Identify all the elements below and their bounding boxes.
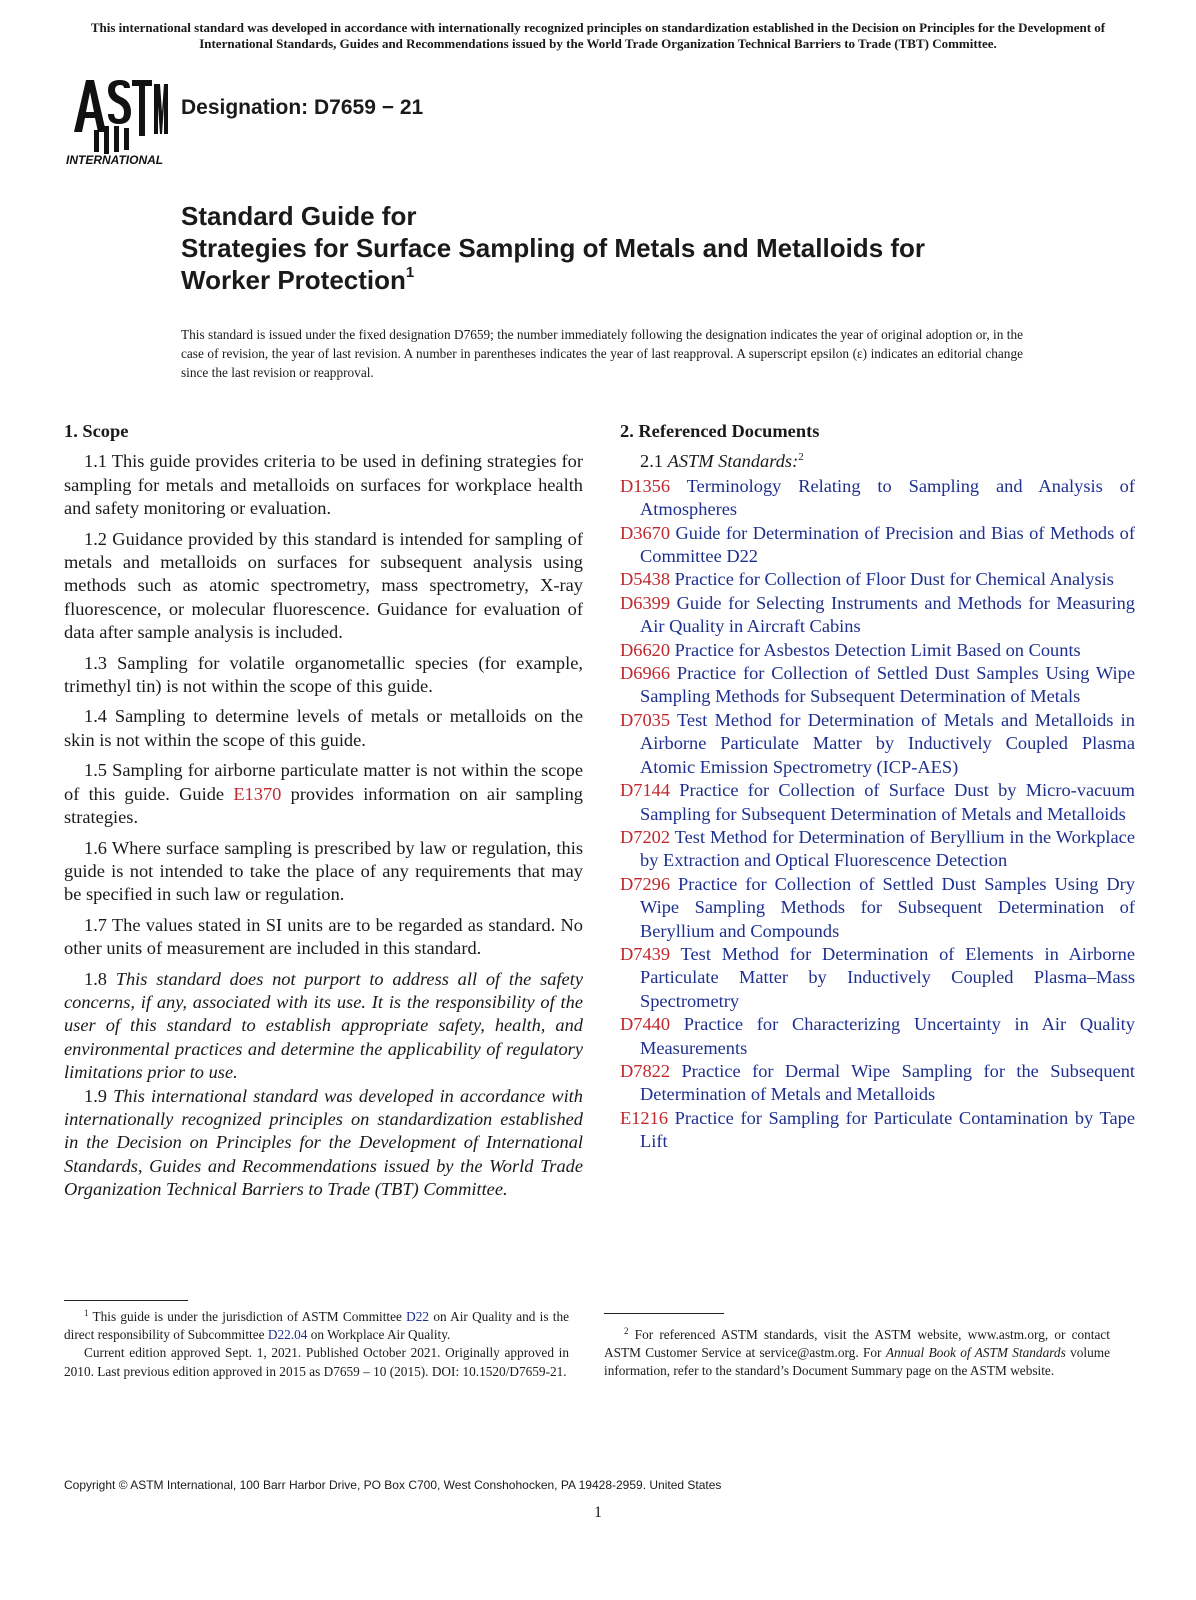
footnote-rule-left [64,1300,188,1301]
reference-title[interactable]: Test Method for Determination of Beryllium in the Workplace by Extraction and Optical Fluorescence Detection [640,826,1135,871]
reference-code[interactable]: D7439 [620,943,671,964]
reference-item[interactable] [620,592,1135,639]
title-line-3: Worker Protection [181,265,406,295]
reference-code[interactable]: D7296 [620,873,671,894]
reference-item[interactable] [620,568,1135,591]
reference-item[interactable] [620,826,1135,873]
reference-item[interactable] [620,1060,1135,1107]
logo-subtext: INTERNATIONAL [66,153,164,167]
footnote-1-text-b: on Air Quality and is the direct responsibility of Subcommittee [64,1309,569,1343]
footnote-2-italic: Annual Book of ASTM Standards [885,1345,1066,1361]
footnote-2-text-a: For referenced ASTM standards, visit the ASTM website, www.astm.org, or contact ASTM Customer Service at service@astm.org. For [604,1327,1110,1361]
page-number: 1 [594,1504,602,1521]
reference-item[interactable] [620,639,1135,662]
scope-1-6: 1.6 Where surface sampling is prescribed by law or regulation, this guide is not intended to take the place of any requirements that may be specified in such law or regulation. [64,837,583,905]
reference-code[interactable]: D3670 [620,522,671,543]
reference-code[interactable]: D1356 [620,475,671,496]
footnote-1-text-c: on Workplace Air Quality. [307,1327,451,1343]
reference-code[interactable]: D7035 [620,709,671,730]
reference-item[interactable] [620,873,1135,943]
footnote-1-edition: Current edition approved Sept. 1, 2021. Published October 2021. Originally approved in 2010. Last previous edition approved in 2015 as D7659 – 10 (2015). DOI: 10.1520/D7659-21. [64,1345,569,1379]
scope-column [64,420,583,1202]
footnote-2-text-b: volume information, refer to the standard’s Document Summary page on the ASTM website. [604,1345,1110,1379]
astm-logo [64,72,168,168]
reference-code[interactable]: D7440 [620,1014,671,1035]
reference-title[interactable]: Practice for Dermal Wipe Sampling for the Subsequent Determination of Metals and Metalloids [640,1060,1135,1105]
references-heading: 2. Referenced Documents [620,421,820,441]
reference-item[interactable] [620,1013,1135,1060]
astm-standards-subheading [620,450,1135,473]
scope-1-8-text: This standard does not purport to address all of the safety concerns, if any, associated with its use. It is the responsibility of the user of this standard to establish appropriate safety, health, and environmental practices and determine the applicability of regulatory limitations prior to use. [64,968,583,1083]
footnote-1-mark: 1 [84,1308,89,1318]
top-notice: This international standard was developed in accordance with internationally recognized principles on standardization established in the Decision on Principles for the Development of International Standards, Guides and Recommendations issued by the World Trade Organization Technical Barriers to Trade (TBT) Committee. [90,20,1106,51]
reference-item[interactable] [620,1107,1135,1154]
reference-code[interactable]: D6399 [620,592,671,613]
reference-code[interactable]: D7822 [620,1060,671,1081]
scope-1-8 [64,968,583,1085]
reference-code[interactable]: D7202 [620,826,671,847]
scope-1-3: 1.3 Sampling for volatile organometallic species (for example, trimethyl tin) is not within the scope of this guide. [64,652,583,697]
reference-code[interactable]: D6620 [620,639,671,660]
scope-1-2: 1.2 Guidance provided by this standard is intended for sampling of metals and metalloids on surfaces for subsequent analysis using methods such as atomic spectrometry, mass spectrometry, X-ray fluorescence, or molecular fluorescence. Guidance for evaluation of data after sample analysis is included. [64,528,583,643]
link-d22[interactable]: D22 [406,1309,430,1324]
reference-code[interactable]: D7144 [620,780,671,801]
footnote-1 [64,1308,569,1381]
scope-1-9-text: This international standard was developed in accordance with internationally recognized principles on standardization established in the Decision on Principles for the Development of International Standards, Guides and Recommendations issued by the World Trade Organization Technical Barriers to Trade (TBT) Committee. [64,1085,583,1200]
reference-code[interactable]: E1216 [620,1107,669,1128]
footnote-2 [604,1326,1110,1381]
title-line-2: Strategies for Surface Sampling of Metals and Metalloids for [181,233,926,263]
copyright-line: Copyright © ASTM International, 100 Barr Harbor Drive, PO Box C700, West Conshohocken, PA 19428-2959. United States [64,1478,722,1492]
reference-title[interactable]: Practice for Sampling for Particulate Contamination by Tape Lift [640,1107,1135,1152]
title-footnote-mark: 1 [405,264,415,281]
subheading-num: 2.1 [640,451,668,472]
scope-heading: 1. Scope [64,421,129,441]
reference-title[interactable]: Practice for Asbestos Detection Limit Based on Counts [670,639,1081,660]
scope-1-5 [64,759,583,829]
reference-item[interactable] [620,779,1135,826]
scope-1-8-num: 1.8 [84,968,116,989]
references-column [620,420,1135,1154]
reference-title[interactable]: Test Method for Determination of Metals and Metalloids in Airborne Particulate Matter by Inductively Coupled Plasma Atomic Emission Spectrometry (ICP-AES) [640,709,1135,777]
reference-title[interactable]: Guide for Selecting Instruments and Methods for Measuring Air Quality in Aircraft Cabins [640,592,1135,637]
reference-title[interactable]: Test Method for Determination of Elements in Airborne Particulate Matter by Inductively Coupled Plasma–Mass Spectrometry [640,943,1135,1011]
reference-title[interactable]: Practice for Collection of Settled Dust Samples Using Wipe Sampling Methods for Subsequent Determination of Metals [640,663,1135,707]
reference-item[interactable] [620,662,1135,709]
reference-item[interactable] [620,709,1135,779]
reference-code[interactable]: D6966 [620,663,671,684]
scope-1-9-num: 1.9 [84,1085,114,1106]
scope-1-5-text-b: provides information on air sampling strategies. [64,783,583,828]
designation: Designation: D7659 − 21 [181,96,424,119]
reference-title[interactable]: Practice for Collection of Floor Dust for Chemical Analysis [670,569,1114,590]
scope-1-7: 1.7 The values stated in SI units are to be regarded as standard. No other units of measurement are included in this standard. [64,914,583,959]
footnote-rule-right [604,1313,724,1314]
reference-title[interactable]: Guide for Determination of Precision and Bias of Methods of Committee D22 [640,522,1135,567]
reference-title[interactable]: Practice for Collection of Surface Dust by Micro-vacuum Sampling for Subsequent Determination of Metals and Metalloids [640,780,1135,824]
document-title [181,200,1081,296]
scope-1-9 [64,1085,583,1202]
scope-1-4: 1.4 Sampling to determine levels of metals or metalloids on the skin is not within the scope of this guide. [64,706,583,750]
reference-code[interactable]: D5438 [620,569,671,590]
reference-title[interactable]: Terminology Relating to Sampling and Analysis of Atmospheres [640,475,1135,520]
footnote-1-text-a: This guide is under the jurisdiction of ASTM Committee [88,1309,407,1324]
issuance-note: This standard is issued under the fixed designation D7659; the number immediately following the designation indicates the year of original adoption or, in the case of revision, the year of last revision. A number in parentheses indicates the year of last reapproval. A superscript epsilon (ε) indicates an editorial change since the last revision or reapproval. [181,327,1023,380]
subheading-label: ASTM Standards: [667,451,799,472]
scope-1-1: 1.1 This guide provides criteria to be used in defining strategies for sampling for metals and metalloids on surfaces for workplace health and safety monitoring or evaluation. [64,451,583,519]
reference-item[interactable] [620,475,1135,522]
footnote-2-mark: 2 [624,1326,629,1336]
title-line-1: Standard Guide for [181,201,417,231]
reference-item[interactable] [620,943,1135,1013]
reference-title[interactable]: Practice for Collection of Settled Dust Samples Using Dry Wipe Sampling Methods for Subsequent Determination of Beryllium and Compounds [640,873,1135,941]
link-d22-04[interactable]: D22.04 [267,1327,308,1343]
scope-1-5-text-a: 1.5 Sampling for airborne particulate matter is not within the scope of this guide. Guide [64,760,583,804]
subheading-footnote-mark: 2 [798,451,804,464]
link-e1370[interactable]: E1370 [233,783,282,804]
reference-list [620,475,1135,1154]
reference-item[interactable] [620,522,1135,569]
reference-title[interactable]: Practice for Characterizing Uncertainty in Air Quality Measurements [640,1014,1135,1058]
